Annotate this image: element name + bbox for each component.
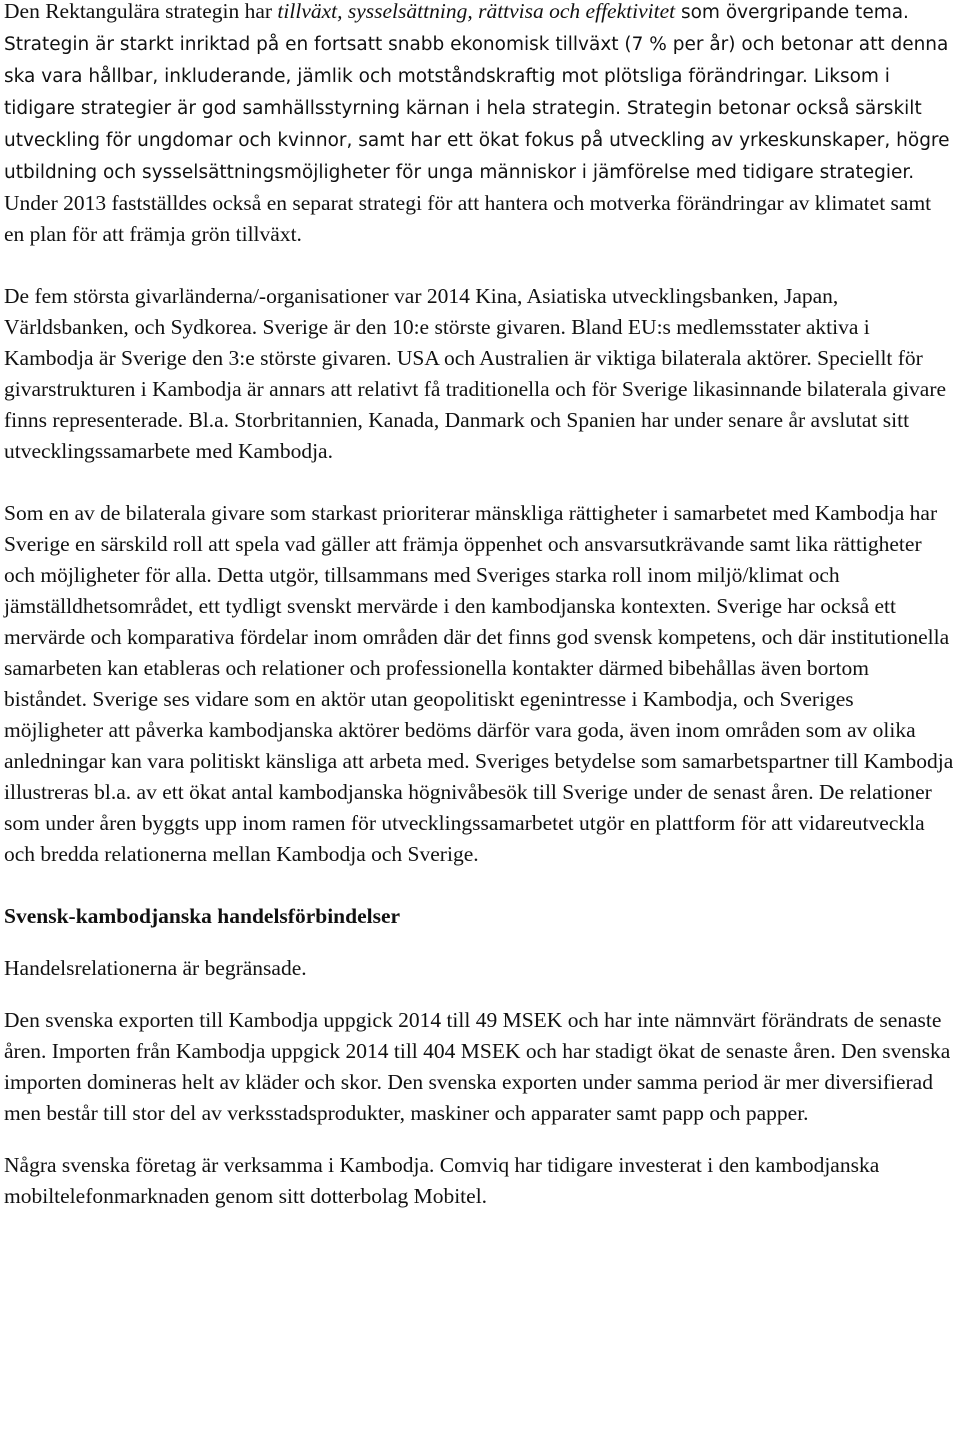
paragraph-trade-figures: Den svenska exporten till Kambodja uppgick 2014 till 49 MSEK och har inte nämnvärt förändrats de senaste åren. Importen från Kambodja uppgick 2014 till 404 MSEK och har stadigt ökat de senaste åren. Den svenska importen domineras helt av kläder och skor. Den svenska exporten under samma period är mer diversifierad men består till stor del av verksstadsprodukter, maskiner och apparater samt papp och papper. <box>4 1008 951 1125</box>
paragraph-swedish-role: Som en av de bilaterala givare som starkast prioriterar mänskliga rättigheter i samarbetet med Kambodja har Sverige en särskild roll att spela vad gäller att främja öppenhet och ansvarsutkrävande samt lika rättigheter och möjligheter för alla. Detta utgör, tillsammans med Sveriges starka roll inom miljö/klimat och jämställdhetsområdet, ett tydligt svenskt mervärde i den kambodjanska kontexten. Sverige har också ett mervärde och komparativa fördelar inom områden där det finns god svensk kompetens, och där institutionella samarbeten kan etableras och relationer och professionella kontakter därmed bibehållas även bortom biståndet. Sverige ses vidare som en aktör utan geopolitiskt egenintresse i Kambodja, och Sveriges möjligheter att påverka kambodjanska aktörer bedöms därför vara goda, även inom områden som av olika anledningar kan vara politiskt känsliga att arbeta med. Sveriges betydelse som samarbetspartner till Kambodja illustreras bl.a. av ett ökat antal kambodjanska högnivåbesök till Sverige under de senast åren. De relationer som under åren byggts upp inom ramen för utvecklingssamarbetet utgör en plattform för att vidareutveckla och bredda relationerna mellan Kambodja och Sverige. <box>4 501 954 866</box>
strategy-intro: Den Rektangulära strategin har <box>4 0 278 23</box>
strategy-body: som övergripande tema. Strategin är starkt inriktad på en fortsatt snabb ekonomisk tillväxt (7 % per år) och betonar att denna ska vara hållbar, inkluderande, jämlik och motståndskraftig mot plötsliga förändringar. Liksom i tidigare strategier är god samhällsstyrning kärnan i hela strategin. Strategin betonar också särskilt utveckling för ungdomar och kvinnor, samt har ett ökat fokus på utveckling av yrkeskunskaper, högre utbildning och sysselsättningsmöjligheter för unga människor i jämförelse med tidigare strategier. <box>4 2 950 183</box>
paragraph-companies: Några svenska företag är verksamma i Kambodja. Comviq har tidigare investerat i den kambodjanska mobiltelefonmarknaden genom sitt dotterbolag Mobitel. <box>4 1153 880 1208</box>
paragraph-strategy <box>4 0 956 250</box>
paragraph-donors: De fem största givarländerna/-organisationer var 2014 Kina, Asiatiska utvecklingsbanken, Japan, Världsbanken, och Sydkorea. Sverige är den 10:e störste givaren. Bland EU:s medlemsstater aktiva i Kambodja är Sverige den 3:e störste givaren. USA och Australien är viktiga bilaterala aktörer. Speciellt för givarstrukturen i Kambodja är annars att relativt få traditionella och för Sverige likasinnande bilaterala givare finns representerade. Bl.a. Storbritannien, Kanada, Danmark och Spanien har under senare år avslutat sitt utvecklingssamarbete med Kambodja. <box>4 284 947 463</box>
section-heading-trade: Svensk-kambodjanska handelsförbindelser <box>4 904 401 928</box>
paragraph-trade-limited: Handelsrelationerna är begränsade. <box>4 956 307 980</box>
strategy-themes: tillväxt, sysselsättning, rättvisa och effektivitet <box>277 0 676 23</box>
strategy-climate: Under 2013 fastställdes också en separat strategi för att hantera och motverka förändringar av klimatet samt en plan för att främja grön tillväxt. <box>4 191 932 246</box>
document-page <box>4 0 956 1233</box>
